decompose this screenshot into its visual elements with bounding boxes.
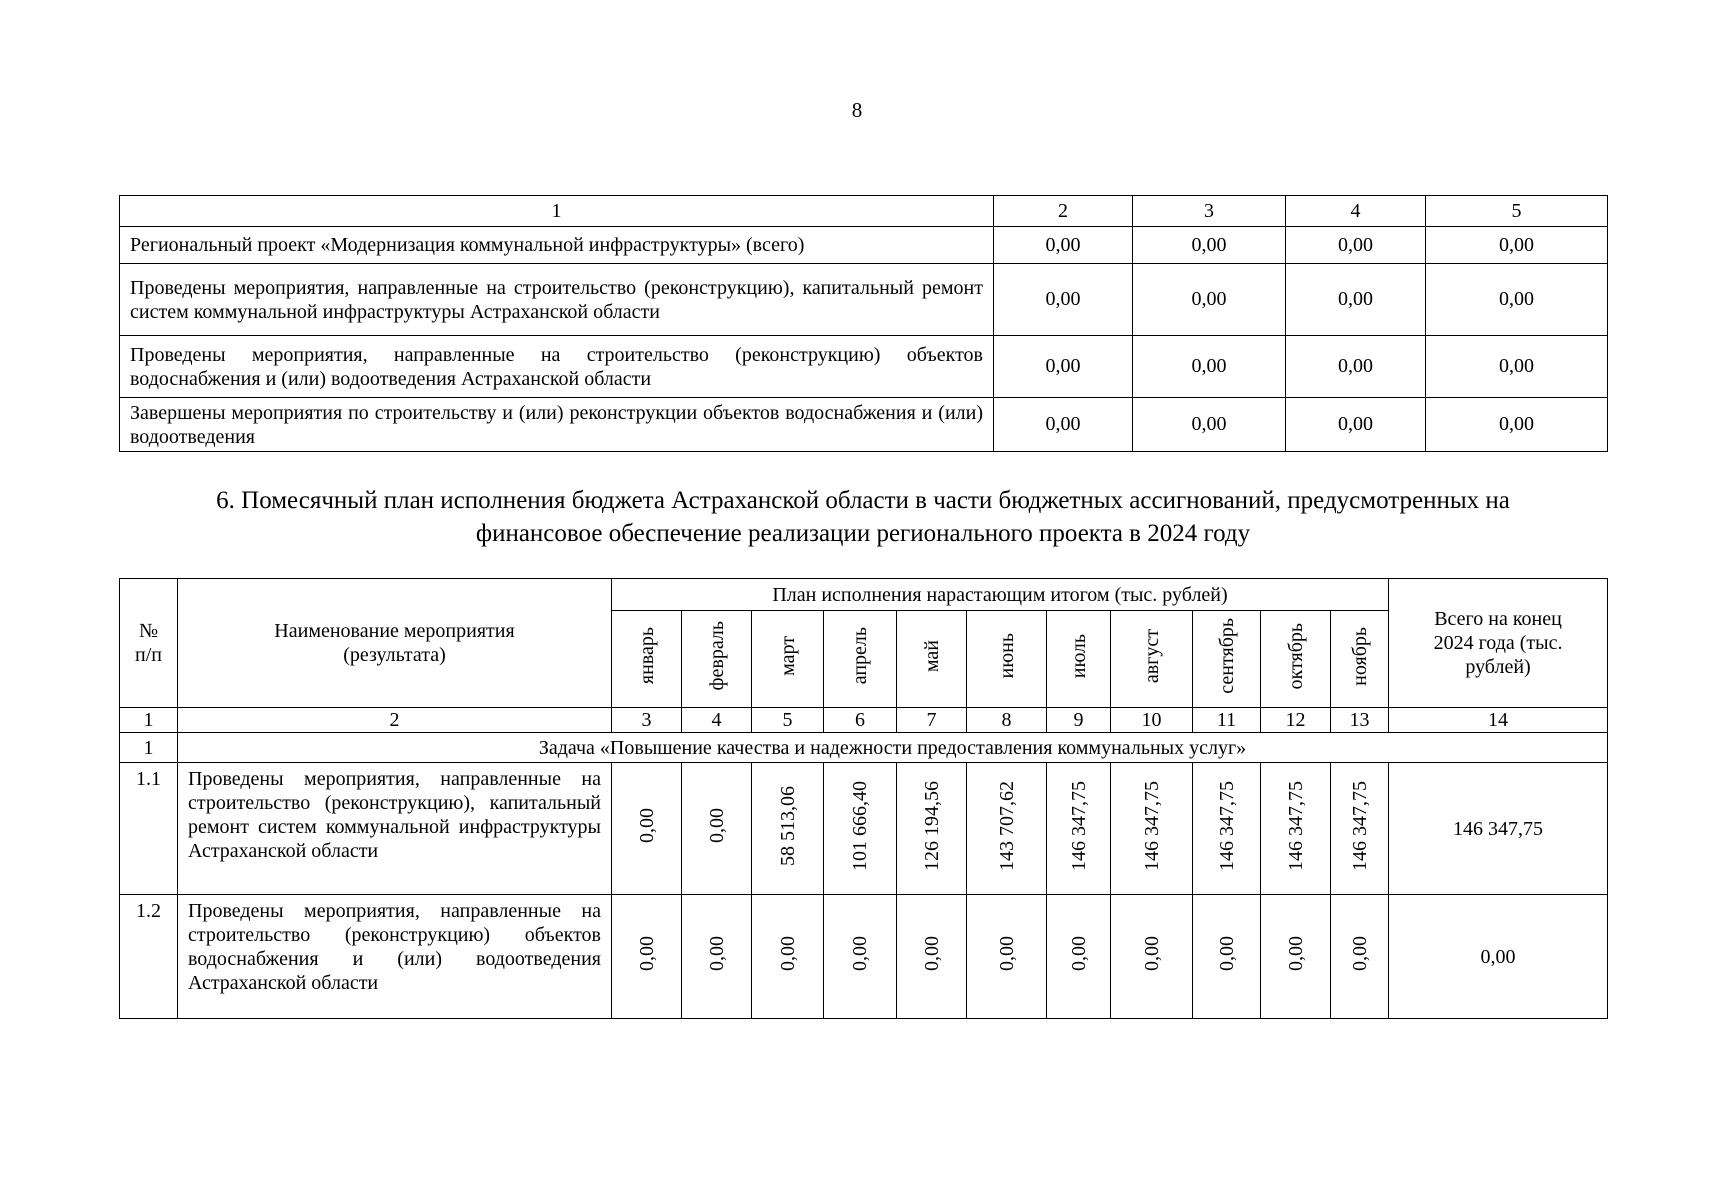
value-cell: 0,00 — [612, 763, 682, 895]
value-cell: 0,00 — [1286, 398, 1426, 452]
col-name-header: Наименование мероприятия (результата) — [178, 579, 612, 708]
month-header: август — [1111, 611, 1193, 708]
value-cell: 0,00 — [1047, 895, 1111, 1019]
total-cell: 0,00 — [1389, 895, 1608, 1019]
value-cell: 0,00 — [1133, 227, 1286, 264]
value-cell: 0,00 — [994, 336, 1133, 398]
column-number: 10 — [1111, 708, 1193, 733]
value-cell: 0,00 — [1286, 227, 1426, 264]
table-header-row — [120, 579, 1608, 611]
month-header: май — [897, 611, 967, 708]
value-cell: 143 707,62 — [967, 763, 1047, 895]
value-cell: 0,00 — [1133, 398, 1286, 452]
value-cell: 146 347,75 — [1261, 763, 1331, 895]
value-cell: 0,00 — [1261, 895, 1331, 1019]
column-numbers-row — [120, 708, 1608, 733]
value-cell: 146 347,75 — [1193, 763, 1261, 895]
col-total-header: Всего на конец 2024 года (тыс. рублей) — [1389, 579, 1608, 708]
column-number: 2 — [178, 708, 612, 733]
value-cell: 0,00 — [612, 895, 682, 1019]
value-cell: 0,00 — [994, 227, 1133, 264]
table-row — [120, 763, 1608, 895]
row-name: Проведены мероприятия, направленные на строительство (реконструкцию), капитальный ремонт систем коммунальной инфраструктуры Астраханской области — [178, 763, 612, 895]
month-header: март — [752, 611, 824, 708]
col-plan-header: План исполнения нарастающим итогом (тыс. рублей) — [612, 579, 1389, 611]
column-number: 6 — [824, 708, 897, 733]
section-title-line: 6. Помесячный план исполнения бюджета Астраханской области в части бюджетных ассигнований, предусмотренных на — [216, 487, 1510, 514]
row-name: Региональный проект «Модернизация коммунальной инфраструктуры» (всего) — [120, 227, 994, 264]
task-number: 1 — [120, 733, 178, 763]
row-number: 1.1 — [120, 763, 178, 895]
month-header: январь — [612, 611, 682, 708]
table-header-row — [120, 196, 1608, 227]
value-cell: 0,00 — [897, 895, 967, 1019]
month-header: сентябрь — [1193, 611, 1261, 708]
row-name: Проведены мероприятия, направленные на строительство (реконструкцию) объектов водоснабжения и (или) водоотведения Астраханской области — [120, 336, 994, 398]
value-cell: 0,00 — [1426, 336, 1608, 398]
total-cell: 146 347,75 — [1389, 763, 1608, 895]
value-cell: 0,00 — [1286, 264, 1426, 336]
row-name: Проведены мероприятия, направленные на строительство (реконструкцию), капитальный ремонт систем коммунальной инфраструктуры Астраханской области — [120, 264, 994, 336]
value-cell: 0,00 — [1426, 398, 1608, 452]
header-cell: 2 — [994, 196, 1133, 227]
value-cell: 0,00 — [682, 763, 752, 895]
value-cell: 58 513,06 — [752, 763, 824, 895]
value-cell: 0,00 — [1286, 336, 1426, 398]
value-cell: 0,00 — [1111, 895, 1193, 1019]
value-cell: 0,00 — [824, 895, 897, 1019]
month-header: октябрь — [1261, 611, 1331, 708]
column-number: 5 — [752, 708, 824, 733]
header-cell: 1 — [120, 196, 994, 227]
value-cell: 0,00 — [1133, 336, 1286, 398]
value-cell: 126 194,56 — [897, 763, 967, 895]
task-row — [120, 733, 1608, 763]
table-row — [120, 895, 1608, 1019]
task-name: Задача «Повышение качества и надежности предоставления коммунальных услуг» — [178, 733, 1608, 763]
value-cell: 0,00 — [1133, 264, 1286, 336]
value-cell: 0,00 — [994, 398, 1133, 452]
column-number: 11 — [1193, 708, 1261, 733]
value-cell: 146 347,75 — [1047, 763, 1111, 895]
column-number: 14 — [1389, 708, 1608, 733]
value-cell: 0,00 — [752, 895, 824, 1019]
value-cell: 0,00 — [1331, 895, 1389, 1019]
column-number: 1 — [120, 708, 178, 733]
table-row — [120, 398, 1608, 452]
value-cell: 0,00 — [1193, 895, 1261, 1019]
column-number: 12 — [1261, 708, 1331, 733]
row-number: 1.2 — [120, 895, 178, 1019]
col-no-header: № п/п — [120, 579, 178, 708]
monthly-plan-table — [119, 578, 1608, 1019]
column-number: 13 — [1331, 708, 1389, 733]
column-number: 9 — [1047, 708, 1111, 733]
table-row — [120, 227, 1608, 264]
page-number: 8 — [851, 98, 863, 122]
month-header: июнь — [967, 611, 1047, 708]
value-cell: 0,00 — [994, 264, 1133, 336]
table-row — [120, 264, 1608, 336]
section-title-line: финансовое обеспечение реализации регионального проекта в 2024 году — [475, 520, 1251, 547]
month-header: февраль — [682, 611, 752, 708]
value-cell: 0,00 — [967, 895, 1047, 1019]
month-header: июль — [1047, 611, 1111, 708]
header-cell: 5 — [1426, 196, 1608, 227]
section-title — [119, 484, 1607, 550]
month-header: апрель — [824, 611, 897, 708]
value-cell: 0,00 — [1426, 264, 1608, 336]
value-cell: 101 666,40 — [824, 763, 897, 895]
column-number: 7 — [897, 708, 967, 733]
value-cell: 0,00 — [682, 895, 752, 1019]
row-name: Проведены мероприятия, направленные на строительство (реконструкцию) объектов водоснабжения и (или) водоотведения Астраханской области — [178, 895, 612, 1019]
row-name: Завершены мероприятия по строительству и (или) реконструкции объектов водоснабжения и (или) водоотведения — [120, 398, 994, 452]
value-cell: 146 347,75 — [1331, 763, 1389, 895]
column-number: 3 — [612, 708, 682, 733]
column-number: 4 — [682, 708, 752, 733]
column-number: 8 — [967, 708, 1047, 733]
summary-table — [119, 195, 1608, 452]
value-cell: 0,00 — [1426, 227, 1608, 264]
header-cell: 3 — [1133, 196, 1286, 227]
month-header: ноябрь — [1331, 611, 1389, 708]
table-row — [120, 336, 1608, 398]
value-cell: 146 347,75 — [1111, 763, 1193, 895]
header-cell: 4 — [1286, 196, 1426, 227]
